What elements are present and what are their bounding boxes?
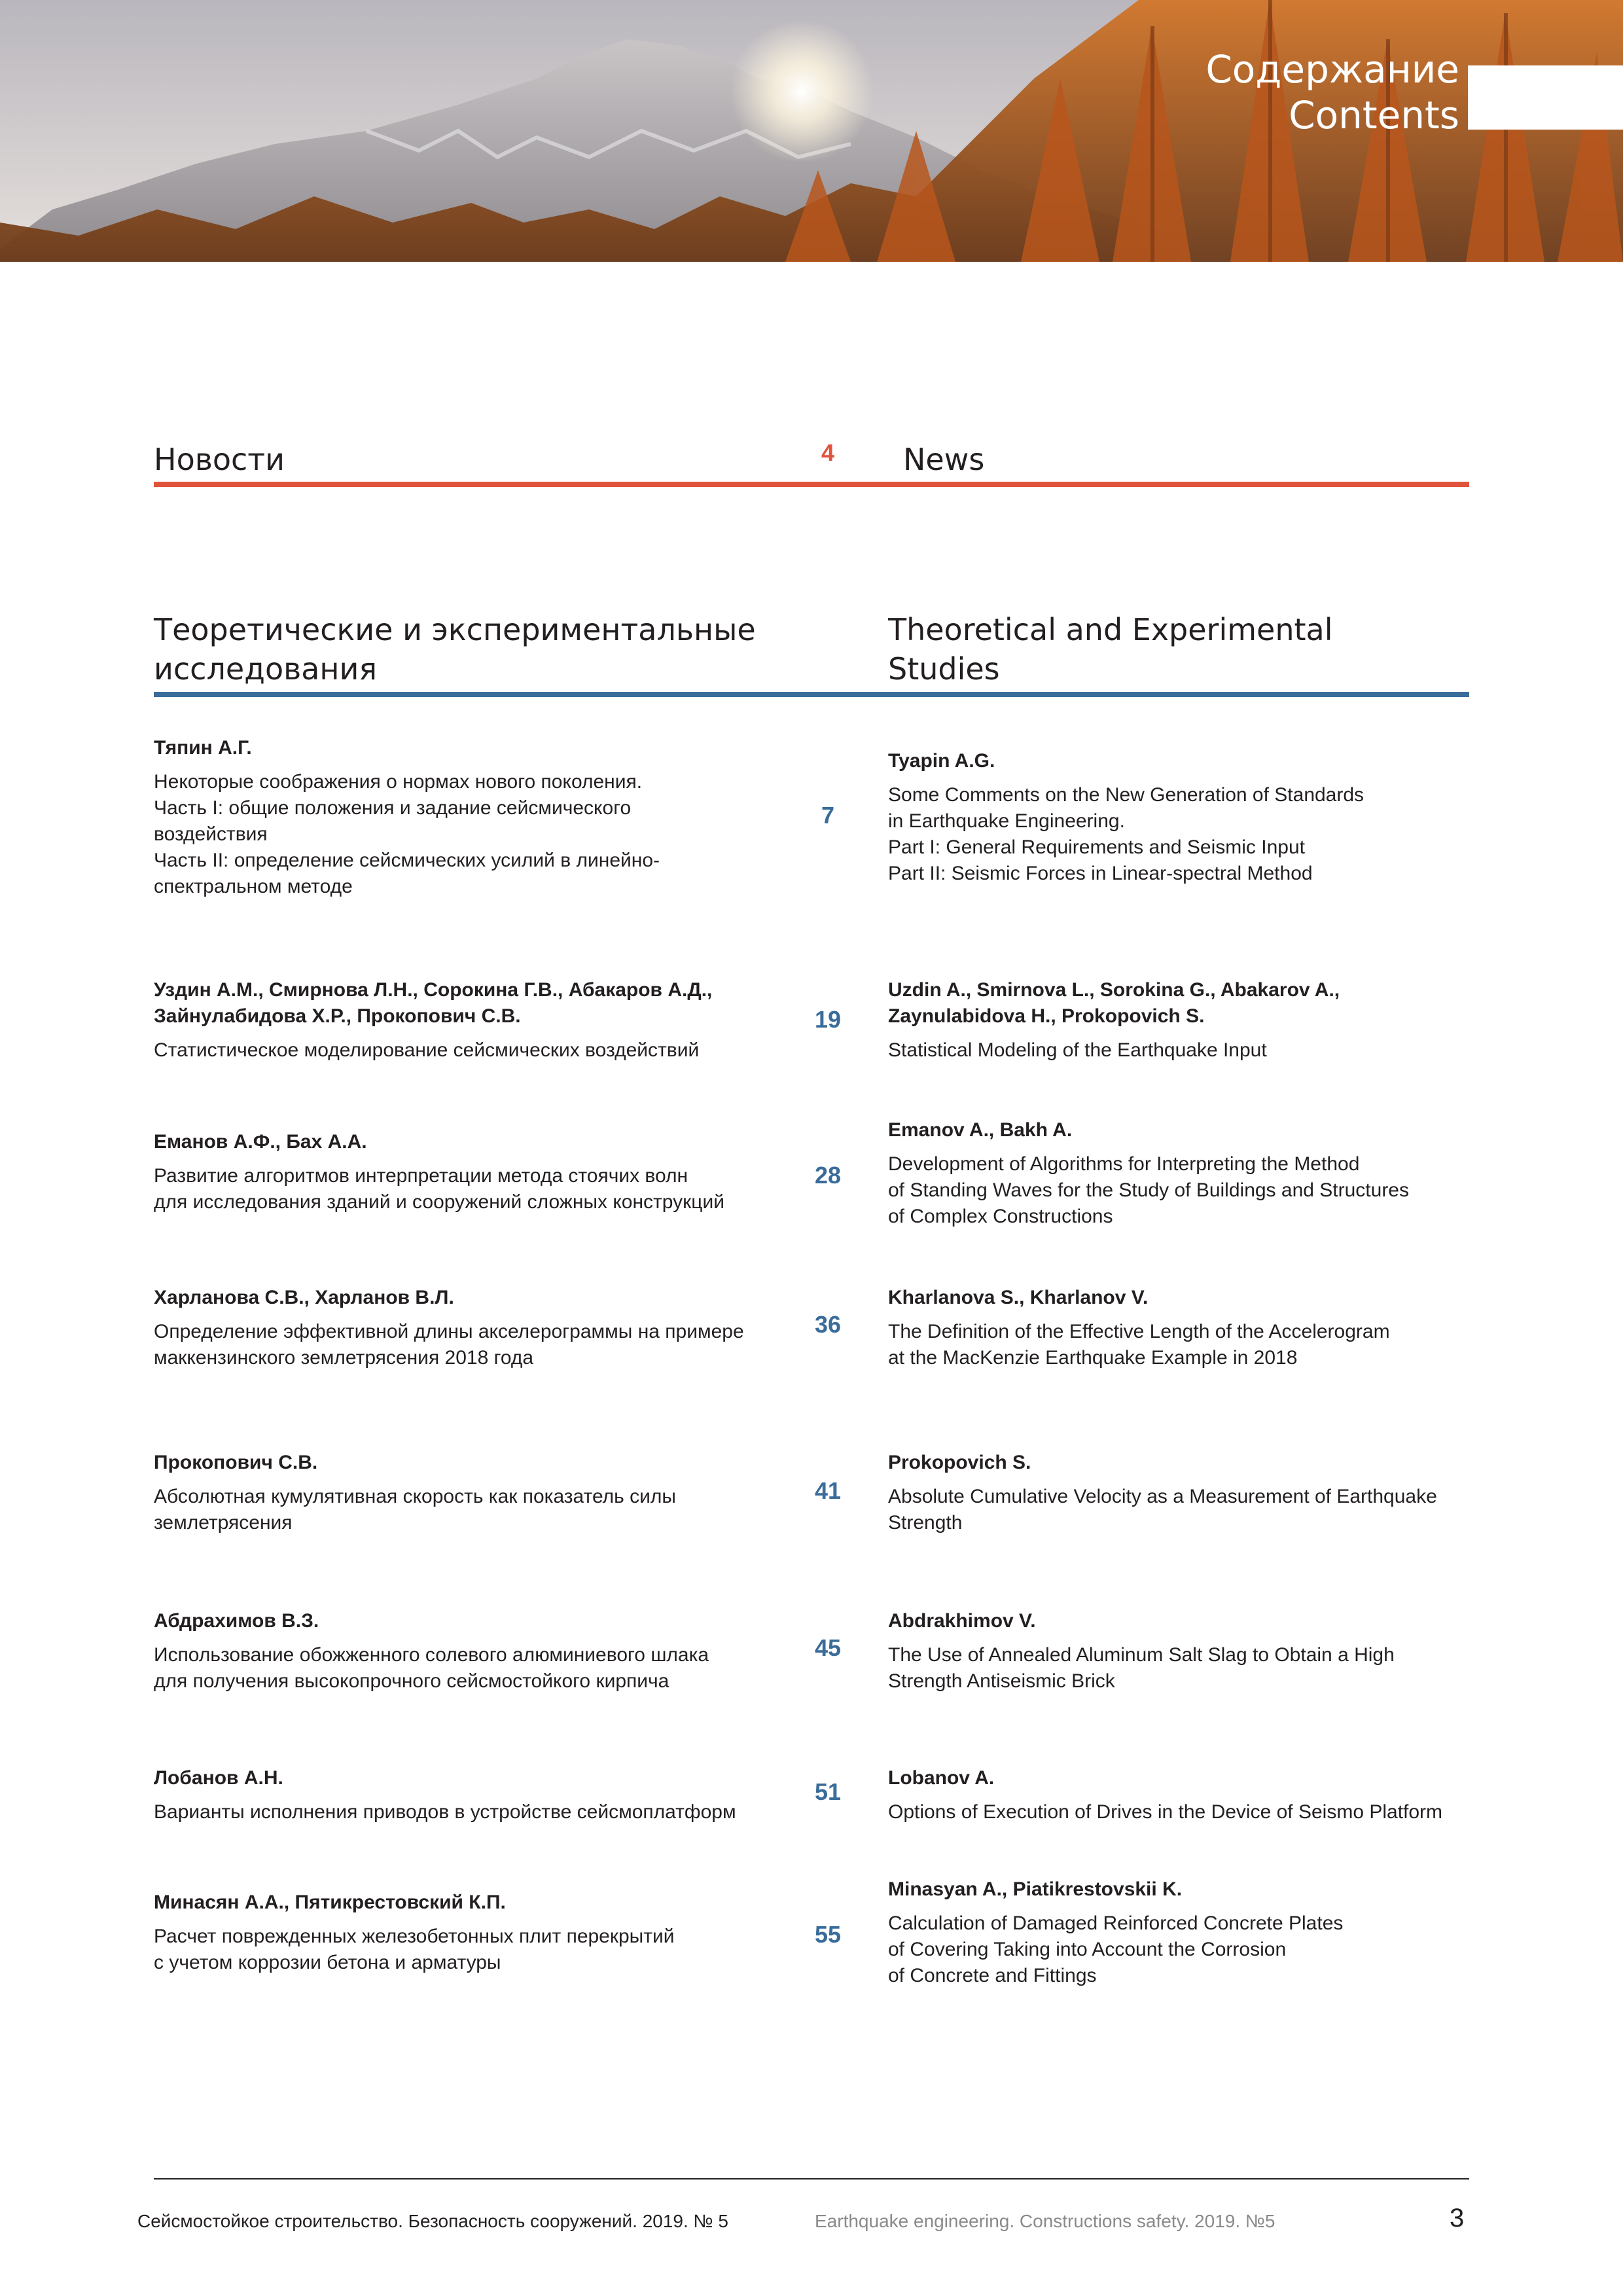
entry-title-line-ru: для исследования зданий и сооружений сложных конструкций: [154, 1191, 724, 1213]
footer-divider: [154, 2178, 1469, 2179]
entry-authors-en: [888, 1876, 1477, 1903]
entry-author-line: Харланова С.В., Харланов В.Л.: [154, 1287, 454, 1308]
entry-title-line-en: Calculation of Damaged Reinforced Concrete Plates: [888, 1912, 1344, 1934]
entry-title-line-en: in Earthquake Engineering.: [888, 810, 1125, 832]
toc-entry-en: [888, 1765, 1477, 1825]
entry-title-line-ru: воздействия: [154, 823, 268, 845]
section-title-en: [888, 610, 1333, 689]
entry-title-line-en: Part II: Seismic Forces in Linear-spectral Method: [888, 863, 1313, 884]
entry-title-line-ru: Некоторые соображения о нормах нового поколения.: [154, 771, 643, 793]
entry-author-line: Минасян А.А., Пятикрестовский К.П.: [154, 1892, 506, 1913]
news-page-number[interactable]: 4: [821, 439, 835, 466]
toc-entry-en: [888, 1450, 1477, 1536]
entry-author-line: Lobanov A.: [888, 1767, 995, 1789]
entry-title-line-en: Some Comments on the New Generation of Standards: [888, 784, 1364, 806]
toc-entry-ru: [154, 977, 808, 1064]
footer-journal-ru: Сейсмостойкое строительство. Безопасность сооружений. 2019. № 5: [137, 2211, 728, 2231]
entry-author-line: Zaynulabidova H., Prokopovich S.: [888, 1005, 1205, 1027]
entry-author-line: Зайнулабидова Х.Р., Прокопович С.В.: [154, 1005, 521, 1027]
entry-authors-en: [888, 1450, 1477, 1476]
entry-title-line-en: at the MacKenzie Earthquake Example in 2018: [888, 1347, 1298, 1369]
entry-authors-ru: [154, 1285, 808, 1311]
toc-entry-ru: [154, 1129, 808, 1215]
toc-entry-ru: [154, 735, 808, 900]
entry-author-line: Kharlanova S., Kharlanov V.: [888, 1287, 1149, 1308]
entry-title-line-ru: спектральном методе: [154, 876, 353, 897]
entry-author-line: Prokopovich S.: [888, 1452, 1031, 1473]
toc-entry-ru: [154, 1765, 808, 1825]
section-title-ru-line: исследования: [154, 651, 378, 687]
toc-entry-en: [888, 748, 1477, 887]
entry-title-line-en: The Definition of the Effective Length of the Accelerogram: [888, 1321, 1390, 1342]
section-title-en-line: Studies: [888, 651, 1000, 687]
entry-title-line-en: of Covering Taking into Account the Corrosion: [888, 1939, 1287, 1960]
entry-page-number[interactable]: 45: [814, 1634, 842, 1661]
toc-entry-en: [888, 977, 1477, 1064]
entry-authors-en: [888, 1765, 1477, 1791]
entry-author-line: Уздин А.М., Смирнова Л.Н., Сорокина Г.В., Абакаров А.Д.,: [154, 979, 713, 1001]
entry-title-line-ru: Расчет поврежденных железобетонных плит перекрытий: [154, 1926, 675, 1947]
entry-title-line-en: The Use of Annealed Aluminum Salt Slag to Obtain a High: [888, 1644, 1395, 1666]
entry-title-line-ru: Статистическое моделирование сейсмических воздействий: [154, 1039, 700, 1061]
entry-author-line: Uzdin A., Smirnova L., Sorokina G., Abakarov A.,: [888, 979, 1340, 1001]
entry-author-line: Прокопович С.В.: [154, 1452, 318, 1473]
entry-title-line-en: Part I: General Requirements and Seismic Input: [888, 836, 1305, 858]
section-divider: [154, 692, 1469, 697]
entry-authors-en: [888, 1608, 1477, 1634]
entry-authors-ru: [154, 1450, 808, 1476]
entry-author-line: Minasyan A., Piatikrestovskii K.: [888, 1878, 1183, 1900]
section-title-en-line: Theoretical and Experimental: [888, 612, 1333, 647]
entry-author-line: Абдрахимов В.З.: [154, 1610, 319, 1632]
entry-author-line: Tyapin A.G.: [888, 750, 995, 772]
entry-title-line-en: of Standing Waves for the Study of Buildings and Structures: [888, 1179, 1409, 1201]
entry-authors-ru: [154, 1890, 808, 1916]
news-divider: [154, 482, 1469, 487]
entry-title-line-en: Absolute Cumulative Velocity as a Measurement of Earthquake: [888, 1486, 1437, 1507]
entry-title-line-ru: с учетом коррозии бетона и арматуры: [154, 1952, 501, 1973]
entry-title-line-en: of Complex Constructions: [888, 1206, 1113, 1227]
entry-author-line: Emanov A., Bakh A.: [888, 1119, 1073, 1141]
news-title-en: News: [903, 442, 985, 477]
entry-title-line-en: of Concrete and Fittings: [888, 1965, 1097, 1986]
entry-authors-en: [888, 1117, 1477, 1143]
entry-title-line-ru: Часть I: общие положения и задание сейсмического: [154, 797, 632, 819]
entry-author-line: Лобанов А.Н.: [154, 1767, 283, 1789]
entry-authors-ru: [154, 735, 808, 761]
toc-entry-en: [888, 1608, 1477, 1695]
toc-entry-ru: [154, 1450, 808, 1536]
entry-authors-ru: [154, 1765, 808, 1791]
entry-page-number[interactable]: 7: [821, 802, 835, 829]
page-number: 3: [1450, 2204, 1465, 2233]
footer-journal-en: Earthquake engineering. Constructions safety. 2019. №5: [815, 2211, 1275, 2231]
entry-title-line-ru: для получения высокопрочного сейсмостойкого кирпича: [154, 1670, 669, 1692]
toc-entry-en: [888, 1876, 1477, 1989]
entry-title-line-en: Options of Execution of Drives in the Device of Seismo Platform: [888, 1801, 1443, 1823]
entry-title-line-ru: Варианты исполнения приводов в устройстве сейсмоплатформ: [154, 1801, 736, 1823]
entry-title-line-en: Statistical Modeling of the Earthquake Input: [888, 1039, 1267, 1061]
entry-title-line-en: Strength: [888, 1512, 963, 1534]
entry-page-number[interactable]: 36: [814, 1311, 842, 1338]
entry-authors-ru: [154, 1608, 808, 1634]
contents-title-en: Contents: [1289, 93, 1459, 137]
entry-authors-ru: [154, 977, 808, 1030]
entry-title-line-ru: Развитие алгоритмов интерпретации метода стоячих волн: [154, 1165, 688, 1187]
entry-title-line-ru: Часть II: определение сейсмических усилий в линейно-: [154, 850, 660, 871]
entry-page-number[interactable]: 51: [814, 1778, 842, 1805]
toc-entry-ru: [154, 1890, 808, 1976]
entry-page-number[interactable]: 41: [814, 1477, 842, 1504]
entry-title-line-ru: Абсолютная кумулятивная скорость как показатель силы: [154, 1486, 676, 1507]
title-tab-block: [1468, 65, 1623, 130]
toc-entry-en: [888, 1117, 1477, 1230]
contents-title-ru: Содержание: [1205, 47, 1459, 92]
entry-title-line-en: Strength Antiseismic Brick: [888, 1670, 1115, 1692]
entry-title-line-ru: маккензинского землетрясения 2018 года: [154, 1347, 534, 1369]
entry-authors-en: [888, 1285, 1477, 1311]
entry-authors-ru: [154, 1129, 808, 1155]
header-banner: [0, 0, 1623, 262]
section-title-ru: [154, 610, 756, 689]
entry-author-line: Еманов А.Ф., Бах А.А.: [154, 1131, 367, 1153]
toc-entry-ru: [154, 1608, 808, 1695]
toc-entry-en: [888, 1285, 1477, 1371]
news-title-ru: Новости: [154, 442, 285, 477]
entry-page-number[interactable]: 28: [814, 1162, 842, 1189]
entry-author-line: Тяпин А.Г.: [154, 737, 252, 759]
entry-author-line: Abdrakhimov V.: [888, 1610, 1036, 1632]
entry-page-number[interactable]: 55: [814, 1921, 842, 1948]
section-title-ru-line: Теоретические и экспериментальные: [154, 612, 756, 647]
toc-entry-ru: [154, 1285, 808, 1371]
entry-authors-en: [888, 748, 1477, 774]
entry-title-line-ru: Использование обожженного солевого алюминиевого шлака: [154, 1644, 709, 1666]
entry-title-line-ru: Определение эффективной длины акселерограммы на примере: [154, 1321, 744, 1342]
entry-page-number[interactable]: 19: [814, 1006, 842, 1033]
entry-authors-en: [888, 977, 1477, 1030]
entry-title-line-ru: землетрясения: [154, 1512, 293, 1534]
entry-title-line-en: Development of Algorithms for Interpreting the Method: [888, 1153, 1360, 1175]
